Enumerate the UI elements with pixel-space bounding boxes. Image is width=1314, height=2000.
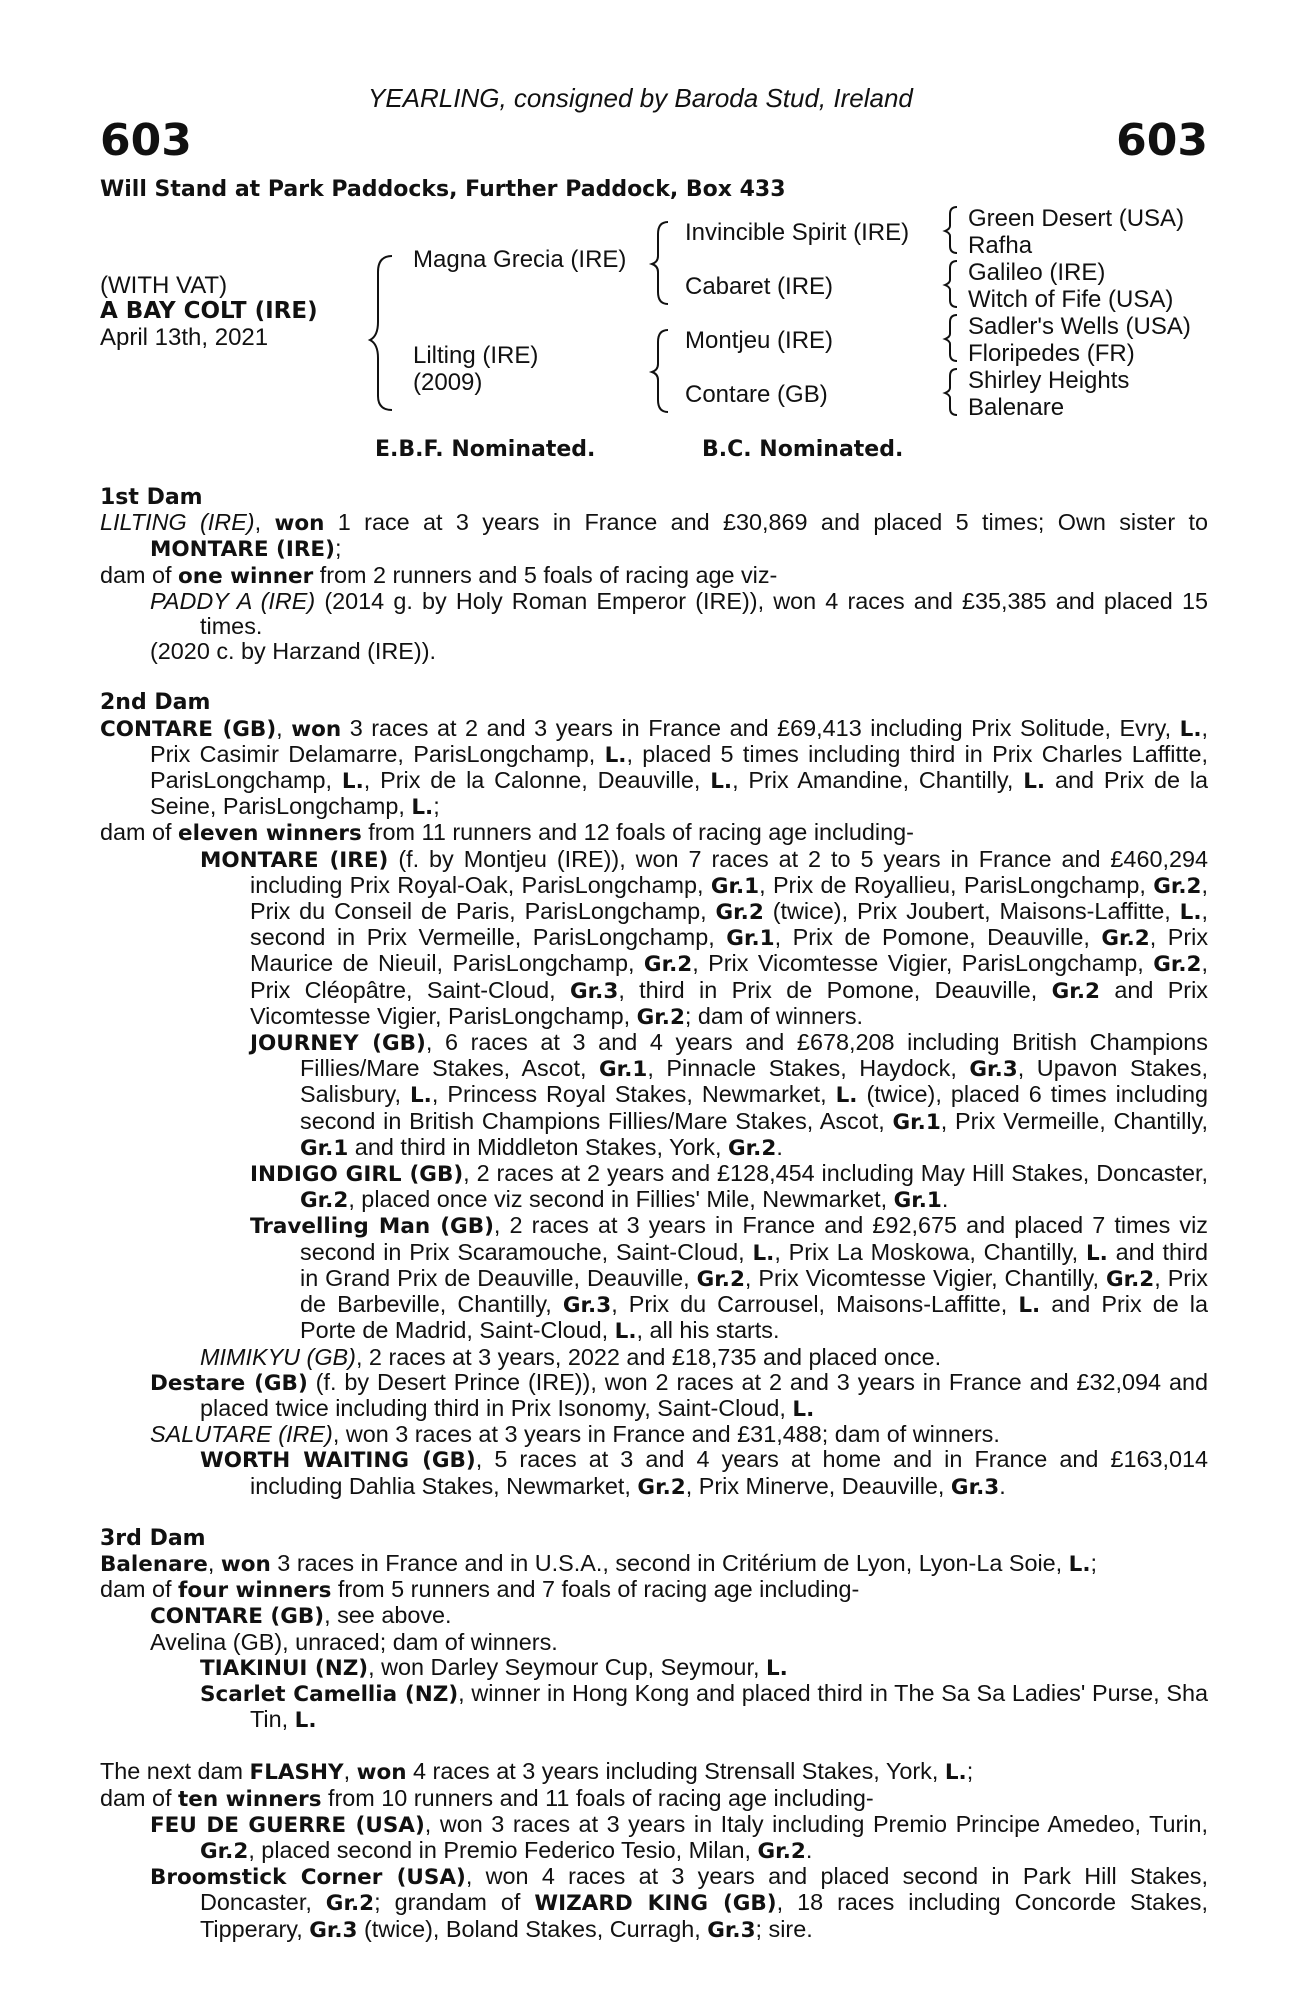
ebf-nomination: E.B.F. Nominated. xyxy=(375,437,596,462)
grade: Gr.3 xyxy=(562,1293,612,1319)
text: (f. by Desert Prince (IRE)), won 2 races at 2 and 3 years in France and £32,094 and placed twice including third in Prix Isonomy, Saint-Cloud, xyxy=(200,1368,1208,1421)
grade: Gr.2 xyxy=(1105,1266,1155,1292)
text: , all his starts. xyxy=(636,1317,780,1344)
produce-name: Destare (GB) xyxy=(150,1370,308,1396)
text: dam of xyxy=(100,561,179,588)
text: , Prix Vicomtesse Vigier, ParisLongchamp, xyxy=(692,950,1154,977)
punct: ; xyxy=(433,793,440,820)
grade: Gr.1 xyxy=(726,926,775,952)
first-dam-section xyxy=(100,485,1208,664)
text: ; grandam of xyxy=(374,1889,535,1916)
grade: Gr.1 xyxy=(300,1135,349,1161)
text: , Prix Cléopâtre, Saint-Cloud, xyxy=(250,950,1209,1003)
second-dam-produce-summary xyxy=(100,820,1208,846)
dam-sire: Montjeu (IRE) xyxy=(685,327,834,354)
text: , Prix de la Calonne, Deauville, xyxy=(363,767,711,794)
produce-name: Travelling Man (GB) xyxy=(250,1214,494,1240)
produce-entry xyxy=(100,589,1208,639)
text: from 10 runners and 11 foals of racing age including- xyxy=(321,1784,874,1811)
grandchild-name: WIZARD KING (GB) xyxy=(534,1891,777,1917)
text: from 11 runners and 12 foals of racing age including- xyxy=(361,819,914,846)
text: and third in Grand Prix de Deauville, Deauville, xyxy=(300,1238,1208,1291)
text: ; sire. xyxy=(755,1915,813,1942)
ggp-4: Witch of Fife (USA) xyxy=(968,286,1174,313)
grade: L. xyxy=(944,1760,967,1786)
first-dam-name: LILTING (IRE) xyxy=(100,509,255,536)
punct: . xyxy=(941,1186,949,1213)
grade: L. xyxy=(752,1240,775,1266)
won-label: won xyxy=(291,716,342,742)
produce-entry xyxy=(100,1812,1208,1864)
punct: ; xyxy=(1090,1549,1098,1576)
produce-name: PADDY A (IRE) xyxy=(150,587,316,614)
winners-count: four winners xyxy=(178,1578,332,1604)
text: Avelina (GB), unraced; dam of winners. xyxy=(150,1628,558,1655)
first-dam-heading: 1st Dam xyxy=(100,485,203,510)
dam-year: (2009) xyxy=(413,369,483,396)
text: , 18 races including Concorde Stakes, Tipperary, xyxy=(200,1889,1208,1942)
text: , Prix Maurice de Nieuil, ParisLongchamp, xyxy=(250,924,1209,977)
grade: Gr.3 xyxy=(309,1917,358,1943)
catalogue-body xyxy=(100,485,1208,1943)
text: (f. by Montjeu (IRE)), won 7 races at 2 to 5 years in France and £460,294 including Prix Royal-Oak, ParisLongchamp, xyxy=(250,845,1208,898)
next-dam-record xyxy=(100,1759,1208,1785)
third-dam-section xyxy=(100,1526,1208,1734)
ggp-5: Sadler's Wells (USA) xyxy=(968,313,1191,340)
dam-dam: Contare (GB) xyxy=(685,381,828,408)
produce-entry xyxy=(100,1603,1208,1629)
produce-name: WORTH WAITING (GB) xyxy=(200,1448,476,1474)
second-dam-heading: 2nd Dam xyxy=(100,690,211,716)
text: , Prix de Pomone, Deauville, xyxy=(774,924,1102,951)
grade: L. xyxy=(1179,900,1202,926)
second-dam-record xyxy=(100,716,1208,821)
grade: L. xyxy=(1023,769,1046,795)
produce-name: INDIGO GIRL (GB) xyxy=(250,1162,464,1188)
grade: Gr.3 xyxy=(969,1057,1018,1083)
grade: Gr.2 xyxy=(715,900,764,926)
text: , Prix du Conseil de Paris, ParisLongchamp, xyxy=(250,871,1208,925)
text: and third in Middleton Stakes, York, xyxy=(348,1133,728,1160)
punct: , xyxy=(207,1549,221,1576)
dam-name: FLASHY xyxy=(249,1760,344,1786)
produce-name: CONTARE (GB) xyxy=(150,1604,325,1630)
ggp-3: Galileo (IRE) xyxy=(968,259,1106,286)
produce-name: MIMIKYU (GB) xyxy=(200,1343,356,1370)
bc-nomination: B.C. Nominated. xyxy=(702,437,904,462)
ggp-1: Green Desert (USA) xyxy=(968,205,1185,232)
produce-entry xyxy=(100,1030,1208,1161)
grade: L. xyxy=(1179,716,1202,742)
winners-count: one winner xyxy=(178,563,314,589)
first-dam-record-text: 1 race at 3 years in France and £30,869 and placed 5 times; Own sister to xyxy=(324,509,1208,536)
first-dam-produce-summary xyxy=(100,563,1208,589)
produce-entry xyxy=(100,1370,1208,1422)
produce-name: Broomstick Corner (USA) xyxy=(150,1865,466,1891)
text: dam of xyxy=(100,1576,179,1603)
grade: Gr.2 xyxy=(643,952,693,978)
won-label: won xyxy=(220,1551,271,1577)
grade: Gr.2 xyxy=(325,1891,375,1917)
produce-entry xyxy=(100,1864,1208,1943)
text: The next dam xyxy=(100,1758,250,1785)
third-dam-heading: 3rd Dam xyxy=(100,1525,206,1551)
grade: L. xyxy=(614,1319,637,1345)
text: , Prix Casimir Delamarre, ParisLongchamp, xyxy=(150,714,1208,767)
text: 3 races in France and in U.S.A., second in Critérium de Lyon, Lyon-La Soie, xyxy=(270,1549,1069,1576)
grade: Gr.2 xyxy=(300,1188,349,1214)
text: , 5 races at 3 and 4 years at home and in France and £163,014 including Dahlia Stakes, Newmarket, xyxy=(250,1446,1208,1499)
text: , Upavon Stakes, Salisbury, xyxy=(300,1055,1209,1108)
grade: Gr.1 xyxy=(892,1109,941,1135)
text: , 2 races at 3 years in France and £92,675 and placed 7 times viz second in Prix Scaramouche, Saint-Cloud, xyxy=(300,1212,1208,1265)
produce-entry xyxy=(100,847,1208,1030)
grade: L. xyxy=(1018,1293,1041,1319)
text: (twice), Boland Stakes, Curragh, xyxy=(357,1915,708,1942)
text: , Pinnacle Stakes, Haydock, xyxy=(647,1055,970,1082)
produce-entry xyxy=(100,639,1208,664)
grade: L. xyxy=(294,1708,317,1734)
grade: Gr.2 xyxy=(1153,873,1202,899)
text: from 2 runners and 5 foals of racing age viz- xyxy=(313,561,778,588)
ggp-6: Floripedes (FR) xyxy=(968,340,1135,367)
third-dam-produce-summary xyxy=(100,1577,1208,1603)
grade: Gr.2 xyxy=(728,1135,777,1161)
produce-entry xyxy=(100,1681,1208,1733)
produce-entry xyxy=(100,1630,1208,1655)
lot-number-left: 603 xyxy=(100,115,192,166)
text: , Princess Royal Stakes, Newmarket, xyxy=(431,1081,836,1108)
grade: Gr.2 xyxy=(1153,952,1202,978)
produce-name: JOURNEY (GB) xyxy=(250,1031,426,1057)
text: , Prix Amandine, Chantilly, xyxy=(732,767,1024,794)
text: , won 3 races at 3 years in Italy including Premio Principe Amedeo, Turin, xyxy=(424,1810,1208,1837)
dam-name: Lilting (IRE) xyxy=(413,342,539,369)
text: , Prix de Barbeville, Chantilly, xyxy=(300,1264,1208,1318)
text: , Prix de Royallieu, ParisLongchamp, xyxy=(759,871,1154,898)
produce-record: (2014 g. by Holy Roman Emperor (IRE)), won 4 races and £35,385 and placed 15 times. xyxy=(200,587,1208,640)
dam-name: Balenare xyxy=(100,1551,208,1577)
text: and Prix de la Porte de Madrid, Saint-Cloud, xyxy=(300,1291,1209,1344)
vat-note: (WITH VAT) xyxy=(100,272,228,299)
won-label: won xyxy=(356,1760,407,1786)
won-label: won xyxy=(274,511,325,537)
grade: L. xyxy=(341,769,364,795)
grade: L. xyxy=(409,1083,432,1109)
sire-dam: Cabaret (IRE) xyxy=(685,273,834,300)
grade: Gr.2 xyxy=(696,1266,745,1292)
punct: ; xyxy=(334,535,342,562)
text: dam of xyxy=(100,819,179,846)
grade: Gr.1 xyxy=(893,1188,942,1214)
text: , see above. xyxy=(324,1602,452,1629)
text: , Prix Vermeille, Chantilly, xyxy=(940,1107,1208,1134)
text: , placed 5 times including third in Prix Charles Laffitte, ParisLongchamp, xyxy=(150,740,1208,794)
text: , won 3 races at 3 years in France and £31,488; dam of winners. xyxy=(332,1421,1000,1448)
stand-location: Will Stand at Park Paddocks, Further Paddock, Box 433 xyxy=(100,177,786,202)
grade: L. xyxy=(1085,1240,1108,1266)
text: , 2 races at 3 years, 2022 and £18,735 and placed once. xyxy=(355,1343,942,1370)
text: 4 races at 3 years including Strensall Stakes, York, xyxy=(406,1758,945,1785)
text: (twice), Prix Joubert, Maisons-Laffitte, xyxy=(763,898,1180,925)
text: , Prix du Carrousel, Maisons-Laffitte, xyxy=(611,1291,1019,1318)
ggp-2: Rafha xyxy=(968,232,1033,259)
text: ; dam of winners. xyxy=(684,1002,864,1029)
text: , won 4 races at 3 years and placed second in Park Hill Stakes, Doncaster, xyxy=(200,1863,1208,1916)
grade: Gr.1 xyxy=(599,1057,648,1083)
second-dam-section xyxy=(100,690,1208,1499)
produce-entry xyxy=(100,1422,1208,1447)
third-dam-record xyxy=(100,1551,1208,1577)
produce-entry xyxy=(100,1345,1208,1370)
winners-count: eleven winners xyxy=(178,821,362,847)
produce-record: (2020 c. by Harzand (IRE)). xyxy=(150,638,436,665)
grade: Gr.3 xyxy=(707,1917,756,1943)
horse-dob: April 13th, 2021 xyxy=(100,324,269,351)
text: , Prix La Moskowa, Chantilly, xyxy=(774,1238,1086,1265)
grade: Gr.2 xyxy=(637,1474,686,1500)
produce-entry xyxy=(100,1447,1208,1499)
text: from 5 runners and 7 foals of racing age including- xyxy=(331,1576,860,1603)
text: and Prix Vicomtesse Vigier, ParisLongchamp, xyxy=(250,976,1208,1029)
text: dam of xyxy=(100,1784,179,1811)
produce-name: MONTARE (IRE) xyxy=(200,847,389,873)
ggp-7: Shirley Heights xyxy=(968,367,1130,394)
produce-name: FEU DE GUERRE (USA) xyxy=(150,1812,425,1838)
produce-entry xyxy=(100,1161,1208,1213)
grade: L. xyxy=(765,1655,788,1681)
first-dam-record: LILTING (IRE), won 1 race at 3 years in France and £30,869 and placed 5 times; Own sister to MONTARE (IRE); xyxy=(100,509,1208,563)
grade: Gr.2 xyxy=(636,1004,685,1030)
grade: Gr.1 xyxy=(710,873,760,899)
punct: ; xyxy=(966,1758,974,1785)
grade: Gr.2 xyxy=(1051,978,1100,1004)
text: , 2 races at 2 years and £128,454 including May Hill Stakes, Doncaster, xyxy=(463,1160,1209,1187)
grade: Gr.3 xyxy=(570,978,619,1004)
next-dam-produce-summary xyxy=(100,1786,1208,1812)
produce-name: SALUTARE (IRE) xyxy=(150,1421,333,1448)
text: , second in Prix Vermeille, ParisLongchamp, xyxy=(250,898,1208,951)
grade: L. xyxy=(835,1083,858,1109)
dam-name: CONTARE (GB) xyxy=(100,716,277,742)
sire-sire: Invincible Spirit (IRE) xyxy=(685,219,910,246)
text: , Prix Minerve, Deauville, xyxy=(685,1472,951,1499)
grade: Gr.2 xyxy=(200,1838,249,1864)
text: 3 races at 2 and 3 years in France and £69,413 including Prix Solitude, Evry, xyxy=(341,714,1180,741)
grade: Gr.2 xyxy=(757,1838,806,1864)
text: , 6 races at 3 and 4 years and £678,208 including British Champions Fillies/Mare Stakes, Ascot, xyxy=(300,1029,1208,1082)
text: , third in Prix de Pomone, Deauville, xyxy=(618,976,1052,1003)
text: , won Darley Seymour Cup, Seymour, xyxy=(368,1653,766,1680)
punct: . xyxy=(805,1836,813,1863)
winners-count: ten winners xyxy=(178,1786,322,1812)
ggp-8: Balenare xyxy=(968,394,1065,421)
sire-name: Magna Grecia (IRE) xyxy=(413,246,627,273)
grade: Gr.3 xyxy=(950,1474,1000,1500)
punct: , xyxy=(343,1758,357,1785)
grade: L. xyxy=(604,742,627,768)
catalogue-subtitle: YEARLING, consigned by Baroda Stud, Ireland xyxy=(368,83,913,113)
lot-number-right: 603 xyxy=(1116,115,1208,166)
grade: L. xyxy=(1068,1551,1091,1577)
produce-entry xyxy=(100,1655,1208,1681)
sister-name: MONTARE (IRE) xyxy=(150,537,335,563)
grade: L. xyxy=(792,1396,815,1422)
text: , placed second in Premio Federico Tesio, Milan, xyxy=(248,1836,758,1863)
text: (twice), placed 6 times including second in British Champions Fillies/Mare Stakes, Ascot, xyxy=(300,1081,1208,1134)
grade: Gr.2 xyxy=(1101,926,1150,952)
produce-entry xyxy=(100,1213,1208,1344)
text: , winner in Hong Kong and placed third in The Sa Sa Ladies' Purse, Sha Tin, xyxy=(250,1679,1208,1733)
text: and Prix de la Seine, ParisLongchamp, xyxy=(150,767,1209,820)
produce-name: Scarlet Camellia (NZ) xyxy=(200,1681,459,1707)
punct: . xyxy=(999,1472,1006,1499)
punct: , xyxy=(276,714,292,741)
grade: L. xyxy=(710,769,733,795)
text: , Prix Vicomtesse Vigier, Chantilly, xyxy=(744,1264,1106,1291)
text: , placed once viz second in Fillies' Mile, Newmarket, xyxy=(348,1186,894,1213)
next-dam-section xyxy=(100,1759,1208,1942)
produce-name: TIAKINUI (NZ) xyxy=(200,1655,369,1681)
horse-name: A BAY COLT (IRE) xyxy=(100,298,318,324)
punct: . xyxy=(776,1133,783,1160)
grade: L. xyxy=(411,795,434,821)
